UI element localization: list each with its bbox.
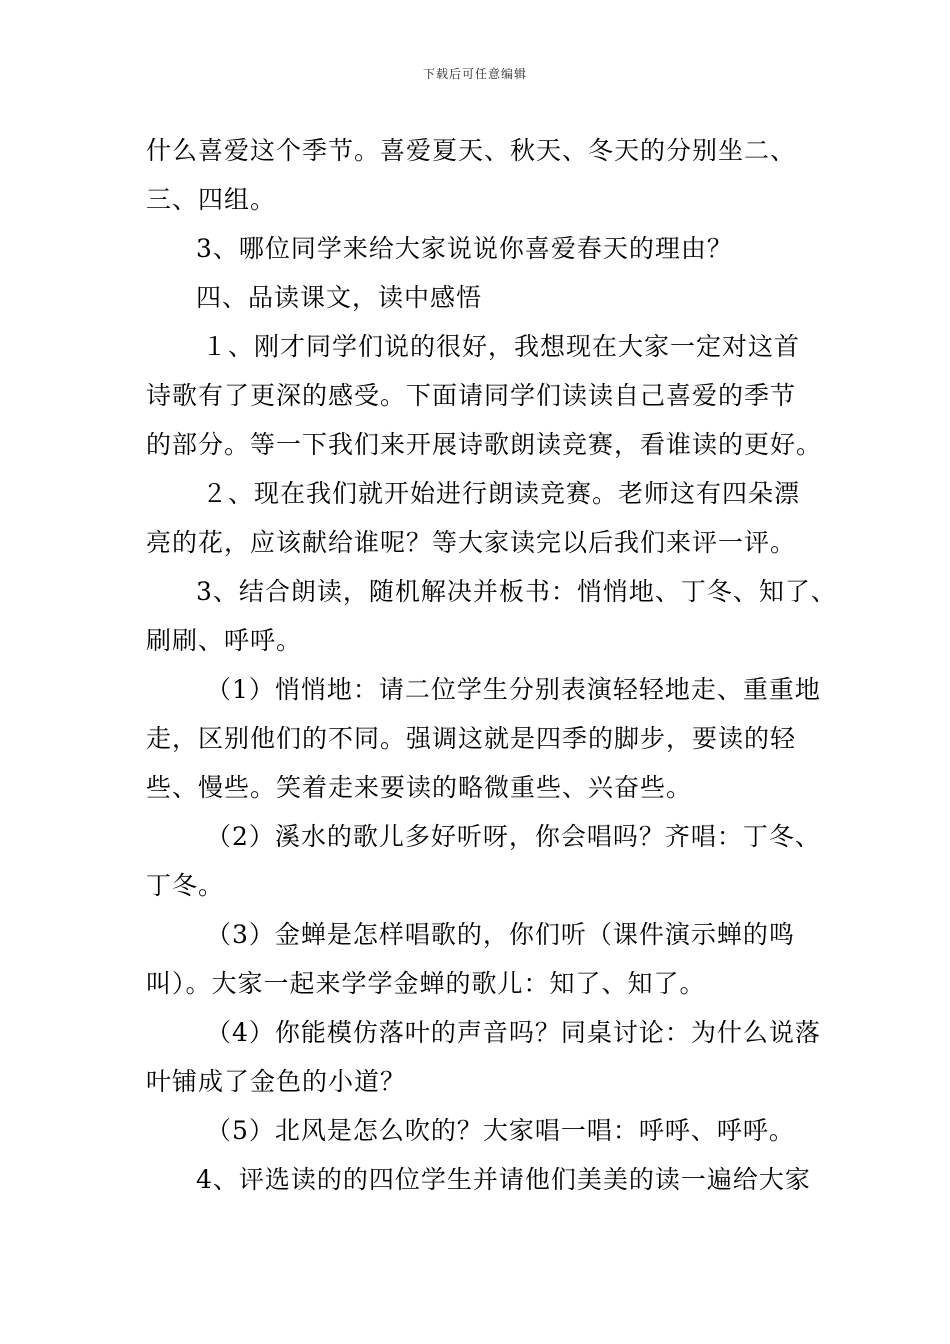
text-line: （1）悄悄地：请二位学生分别表演轻轻地走、重重地 xyxy=(206,675,821,704)
text-line: 走，区别他们的不同。强调这就是四季的脚步，要读的轻 xyxy=(146,724,797,753)
text-line: ２、现在我们就开始进行朗读竞赛。老师这有四朵漂 xyxy=(202,479,801,508)
document-body xyxy=(146,126,837,1204)
text-line: 3、结合朗读，随机解决并板书：悄悄地、丁冬、知了、 xyxy=(196,577,837,606)
page-header: 下载后可任意编辑 xyxy=(422,67,527,81)
text-line: 诗歌有了更深的感受。下面请同学们读读自己喜爱的季节 xyxy=(146,381,797,410)
text-line: （3）金蝉是怎样唱歌的，你们听（课件演示蝉的鸣 xyxy=(206,920,795,949)
text-line: 什么喜爱这个季节。喜爱夏天、秋天、冬天的分别坐二、 xyxy=(146,136,797,165)
text-line: 丁冬。 xyxy=(146,871,225,900)
text-line: 些、慢些。笑着走来要读的略微重些、兴奋些。 xyxy=(146,773,693,802)
text-line: 刷刷、呼呼。 xyxy=(146,626,303,655)
text-line: （5）北风是怎么吹的？大家唱一唱：呼呼、呼呼。 xyxy=(206,1116,795,1145)
text-line: 叶铺成了金色的小道？ xyxy=(146,1067,407,1096)
text-line: （4）你能模仿落叶的声音吗？同桌讨论：为什么说落 xyxy=(206,1018,821,1047)
text-line: （2）溪水的歌儿多好听呀，你会唱吗？齐唱：丁冬、 xyxy=(206,822,821,851)
section-heading: 四、品读课文，读中感悟 xyxy=(196,283,483,312)
text-line: 3、哪位同学来给大家说说你喜爱春天的理由？ xyxy=(196,234,733,263)
text-line: 的部分。等一下我们来开展诗歌朗读竞赛，看谁读的更好。 xyxy=(146,430,823,459)
text-line: 三、四组。 xyxy=(146,185,277,214)
text-line: 亮的花，应该献给谁呢？等大家读完以后我们来评一评。 xyxy=(146,528,797,557)
text-line: 4、评选读的的四位学生并请他们美美的读一遍给大家 xyxy=(196,1165,811,1194)
text-line: 叫）。大家一起来学学金蝉的歌儿：知了、知了。 xyxy=(146,969,706,998)
text-line: １、刚才同学们说的很好，我想现在大家一定对这首 xyxy=(202,332,801,361)
